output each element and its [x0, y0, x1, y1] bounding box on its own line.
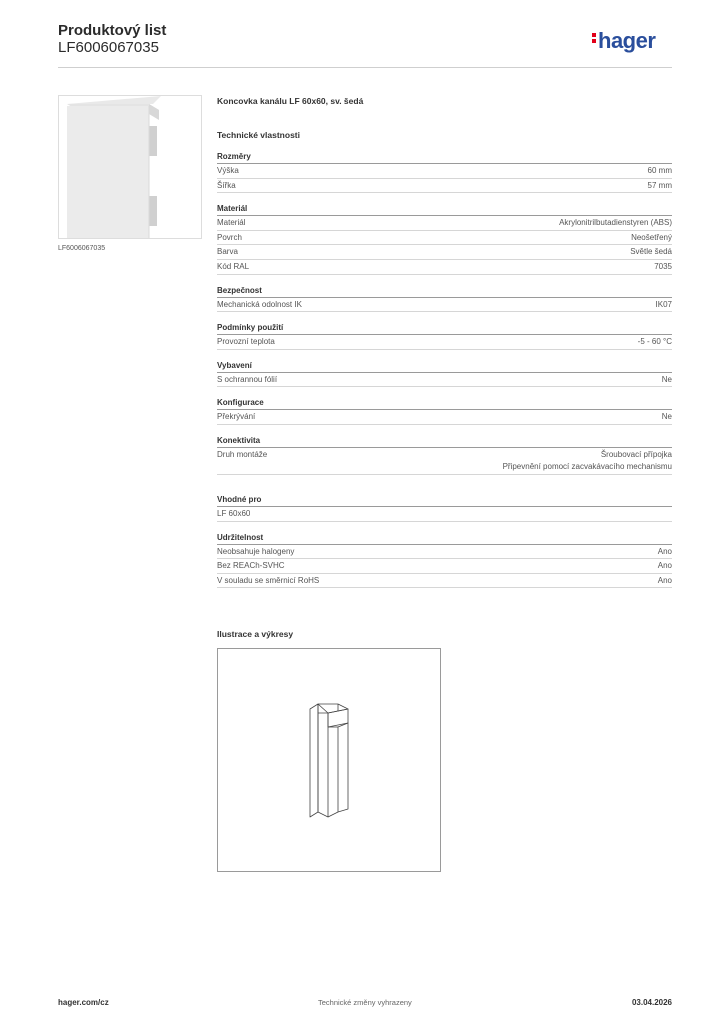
spec-label: Neobsahuje halogeny [217, 546, 295, 556]
spec-value: Světle šedá [630, 247, 672, 257]
spec-group-konektivita [217, 436, 672, 475]
logo-dots-icon [592, 31, 596, 45]
spec-group-title: Bezpečnost [217, 286, 672, 298]
spec-value: Ne [661, 412, 672, 422]
spec-value: Ne [661, 374, 672, 384]
spec-value: IK07 [655, 299, 672, 309]
end-cap-photo-icon [59, 96, 201, 238]
spec-row [217, 179, 672, 194]
spec-group-title: Vybavení [217, 361, 672, 373]
spec-row [217, 559, 672, 574]
spec-label: Bez REACh-SVHC [217, 561, 285, 571]
spec-value: Ano [657, 561, 672, 571]
spec-value: 60 mm [647, 166, 672, 175]
spec-row [217, 335, 672, 350]
spec-row [217, 216, 672, 231]
spec-value: Neošetřený [631, 232, 672, 242]
page-title: Produktový list [58, 22, 167, 39]
spec-label: LF 60x60 [217, 508, 251, 518]
spec-label: Druh montáže [217, 449, 268, 459]
spec-value: 7035 [654, 261, 672, 271]
spec-value [503, 449, 672, 473]
spec-label: Výška [217, 166, 239, 175]
spec-group-title: Konfigurace [217, 398, 672, 410]
spec-value-line: Šroubovací přípojka [600, 449, 672, 459]
spec-group-title: Podmínky použití [217, 323, 672, 335]
footer-date: 03.04.2026 [631, 998, 672, 1007]
spec-label: V souladu se směrnicí RoHS [217, 575, 320, 585]
spec-label: Barva [217, 247, 238, 257]
spec-value: Ano [657, 546, 672, 556]
spec-row [217, 410, 672, 425]
spec-row [217, 260, 672, 275]
spec-group-title: Udržitelnost [217, 533, 672, 545]
spec-row [217, 245, 672, 260]
tech-heading: Technické vlastnosti [217, 130, 300, 140]
spec-row [217, 574, 672, 589]
spec-group-material [217, 204, 672, 274]
logo-text: hager [598, 28, 656, 53]
illustration-frame [217, 648, 441, 872]
spec-sheet [217, 96, 672, 599]
spec-group-title: Rozměry [217, 152, 672, 164]
spec-group-udrzitelnost [217, 533, 672, 589]
footer-website-link[interactable]: hager.com/cz [58, 998, 109, 1007]
spec-label: Materiál [217, 218, 246, 228]
spec-label: S ochrannou fólií [217, 374, 278, 384]
illustrations-heading: Ilustrace a výkresy [217, 629, 294, 639]
spec-group-rozmery [217, 152, 672, 193]
thumbnail-caption: LF6006067035 [58, 245, 106, 252]
spec-group-bezpecnost [217, 286, 672, 313]
spec-row [217, 448, 672, 475]
spec-label: Povrch [217, 232, 242, 242]
product-name: Koncovka kanálu LF 60x60, sv. šedá [217, 96, 364, 106]
spec-row [217, 298, 672, 313]
spec-label: Mechanická odolnost IK [217, 299, 302, 309]
spec-value: -5 - 60 °C [637, 337, 672, 347]
spec-row [217, 164, 672, 179]
spec-row [217, 231, 672, 246]
spec-value: Ano [657, 575, 672, 585]
spec-value: Akrylonitrilbutadienstyren (ABS) [559, 218, 672, 228]
spec-group-title: Konektivita [217, 436, 672, 448]
spec-label: Provozní teplota [217, 337, 275, 347]
spec-label: Překrývání [217, 412, 256, 422]
end-cap-drawing-icon [218, 649, 440, 871]
header-divider [58, 67, 672, 68]
product-code: LF6006067035 [58, 39, 159, 56]
product-thumbnail [58, 95, 202, 239]
spec-group-title: Vhodné pro [217, 495, 672, 507]
spec-row [217, 545, 672, 560]
footer-disclaimer: Technické změny vyhrazeny [318, 998, 412, 1007]
spec-label: Šířka [217, 180, 236, 190]
spec-row [217, 373, 672, 388]
spec-group-konfigurace [217, 398, 672, 425]
spec-group-vybaveni [217, 361, 672, 388]
hager-logo[interactable] [592, 28, 655, 54]
spec-value-line: Připevnění pomocí zacvakávacího mechanismu [502, 461, 672, 471]
spec-row [217, 507, 672, 522]
spec-group-title: Materiál [217, 204, 672, 216]
spec-value: 57 mm [647, 180, 672, 190]
spec-label: Kód RAL [217, 261, 250, 271]
spec-group-podminky [217, 323, 672, 350]
spec-group-vhodne-pro [217, 495, 672, 522]
